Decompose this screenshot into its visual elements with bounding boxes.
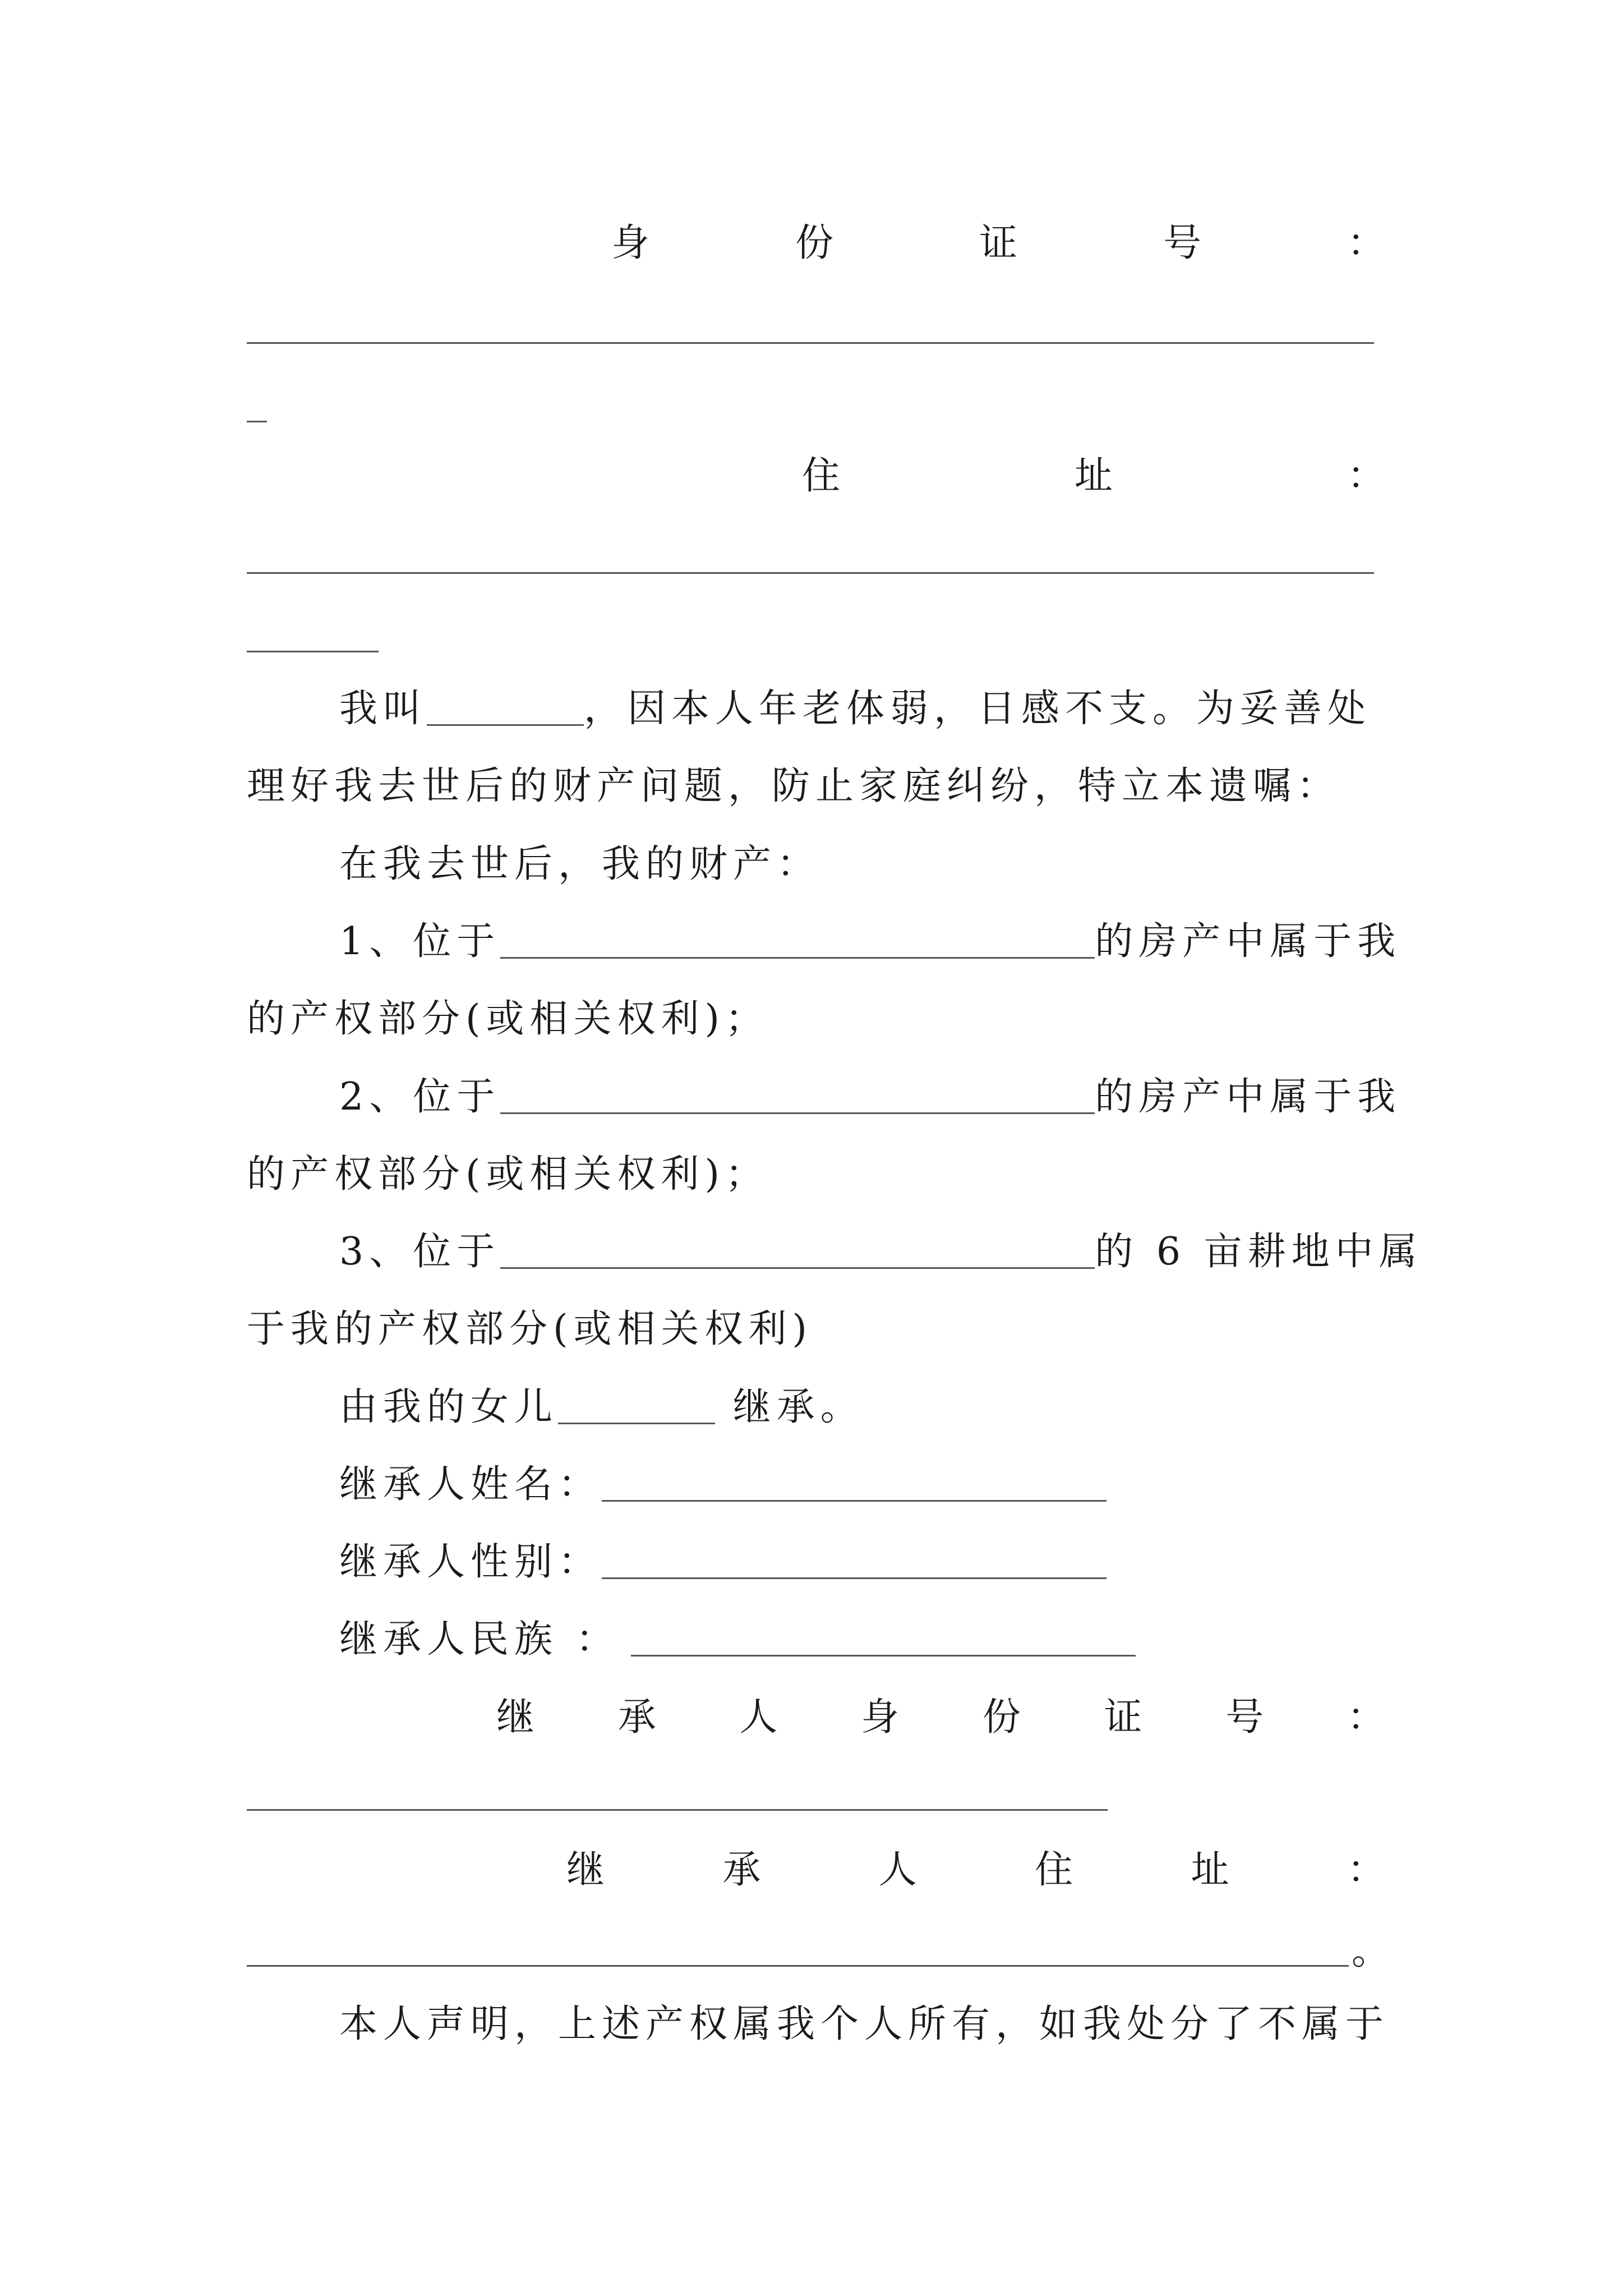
item-1-location-blank[interactable] [500,923,1095,959]
heir-id-char: 人 [739,1695,778,1740]
id-header-char: 号 [1163,221,1201,265]
intro-text-b: ，因本人年老体弱，日感不支。为妥善处 [584,687,1372,731]
address-header-char: 住 [802,454,841,498]
id-number-blank-line-cont[interactable] [247,421,267,422]
item-2-prefix: 2、位于 [339,1075,501,1119]
address-header-char: ： [1347,454,1385,498]
heir-address-header [566,1848,1385,1892]
heir-address-char: 住 [1035,1848,1073,1892]
heir-id-header [496,1695,1385,1740]
heir-id-char: 承 [617,1695,656,1740]
intro-line-2: 理好我去世后的财产问题，防止家庭纠纷，特立本遗嘱： [247,764,1341,808]
id-header-char: 份 [795,221,833,265]
address-blank-line[interactable] [247,572,1374,574]
id-header-char: ： [1347,221,1385,265]
address-header-char: 址 [1074,454,1113,498]
heir-id-char: 份 [982,1695,1021,1740]
item-1-prefix: 1、位于 [339,919,501,964]
heir-address-blank-line[interactable] [247,1965,1349,1967]
item-3-prefix: 3、位于 [339,1230,501,1274]
declaration-line: 本人声明，上述产权属我个人所有，如我处分了不属于 [339,2002,1390,2046]
inherit-text-a: 由我的女儿 [339,1385,559,1429]
id-header-char: 身 [611,221,650,265]
item-2-cont: 的产权部分(或相关权利)； [247,1152,769,1197]
heir-id-char: 身 [861,1695,900,1740]
inherit-text-b: 继承。 [715,1385,864,1429]
id-number-header [611,221,1385,265]
inherit-line [339,1385,864,1429]
testator-name-blank[interactable] [427,691,584,726]
item-1-line [339,919,1401,964]
heir-address-char: 址 [1191,1848,1229,1892]
item-3-suffix: 的 6 亩耕地中属 [1095,1230,1423,1274]
id-header-char: 证 [979,221,1017,265]
item-1-cont: 的产权部分(或相关权利)； [247,997,769,1041]
intro-text-a: 我叫 [339,687,427,731]
heir-ethnic-label: 继承人民族 ： [339,1617,620,1662]
address-blank-line-cont[interactable] [247,651,379,652]
item-2-location-blank[interactable] [500,1079,1095,1114]
heir-name-label: 继承人姓名： [339,1462,602,1507]
daughter-name-blank[interactable] [558,1389,715,1424]
heir-id-char: ： [1347,1695,1385,1740]
item-3-line [339,1230,1423,1274]
after-death-line: 在我去世后，我的财产： [339,842,821,886]
item-3-location-blank[interactable] [500,1234,1095,1269]
heir-name-line [339,1462,1106,1507]
intro-line-1 [339,687,1372,731]
heir-id-blank-line[interactable] [247,1809,1108,1811]
heir-address-char: 承 [722,1848,761,1892]
heir-ethnic-blank[interactable] [631,1621,1136,1657]
address-header [802,454,1385,498]
id-number-blank-line[interactable] [247,342,1374,344]
heir-address-char: 人 [878,1848,917,1892]
heir-id-char: 证 [1104,1695,1142,1740]
item-2-suffix: 的房产中属于我 [1095,1075,1401,1119]
heir-id-char: 号 [1225,1695,1264,1740]
heir-ethnic-line [339,1617,1136,1662]
item-2-line [339,1075,1401,1119]
heir-address-char: 继 [566,1848,605,1892]
heir-address-char: ： [1347,1848,1385,1892]
heir-name-blank[interactable] [602,1466,1106,1502]
heir-id-char: 继 [496,1695,535,1740]
heir-gender-blank[interactable] [602,1544,1106,1579]
heir-gender-label: 继承人性别： [339,1540,602,1584]
heir-address-period: 。 [1352,1929,1396,1973]
heir-gender-line [339,1540,1106,1584]
item-1-suffix: 的房产中属于我 [1095,919,1401,964]
item-3-cont: 于我的产权部分(或相关权利) [247,1307,813,1351]
